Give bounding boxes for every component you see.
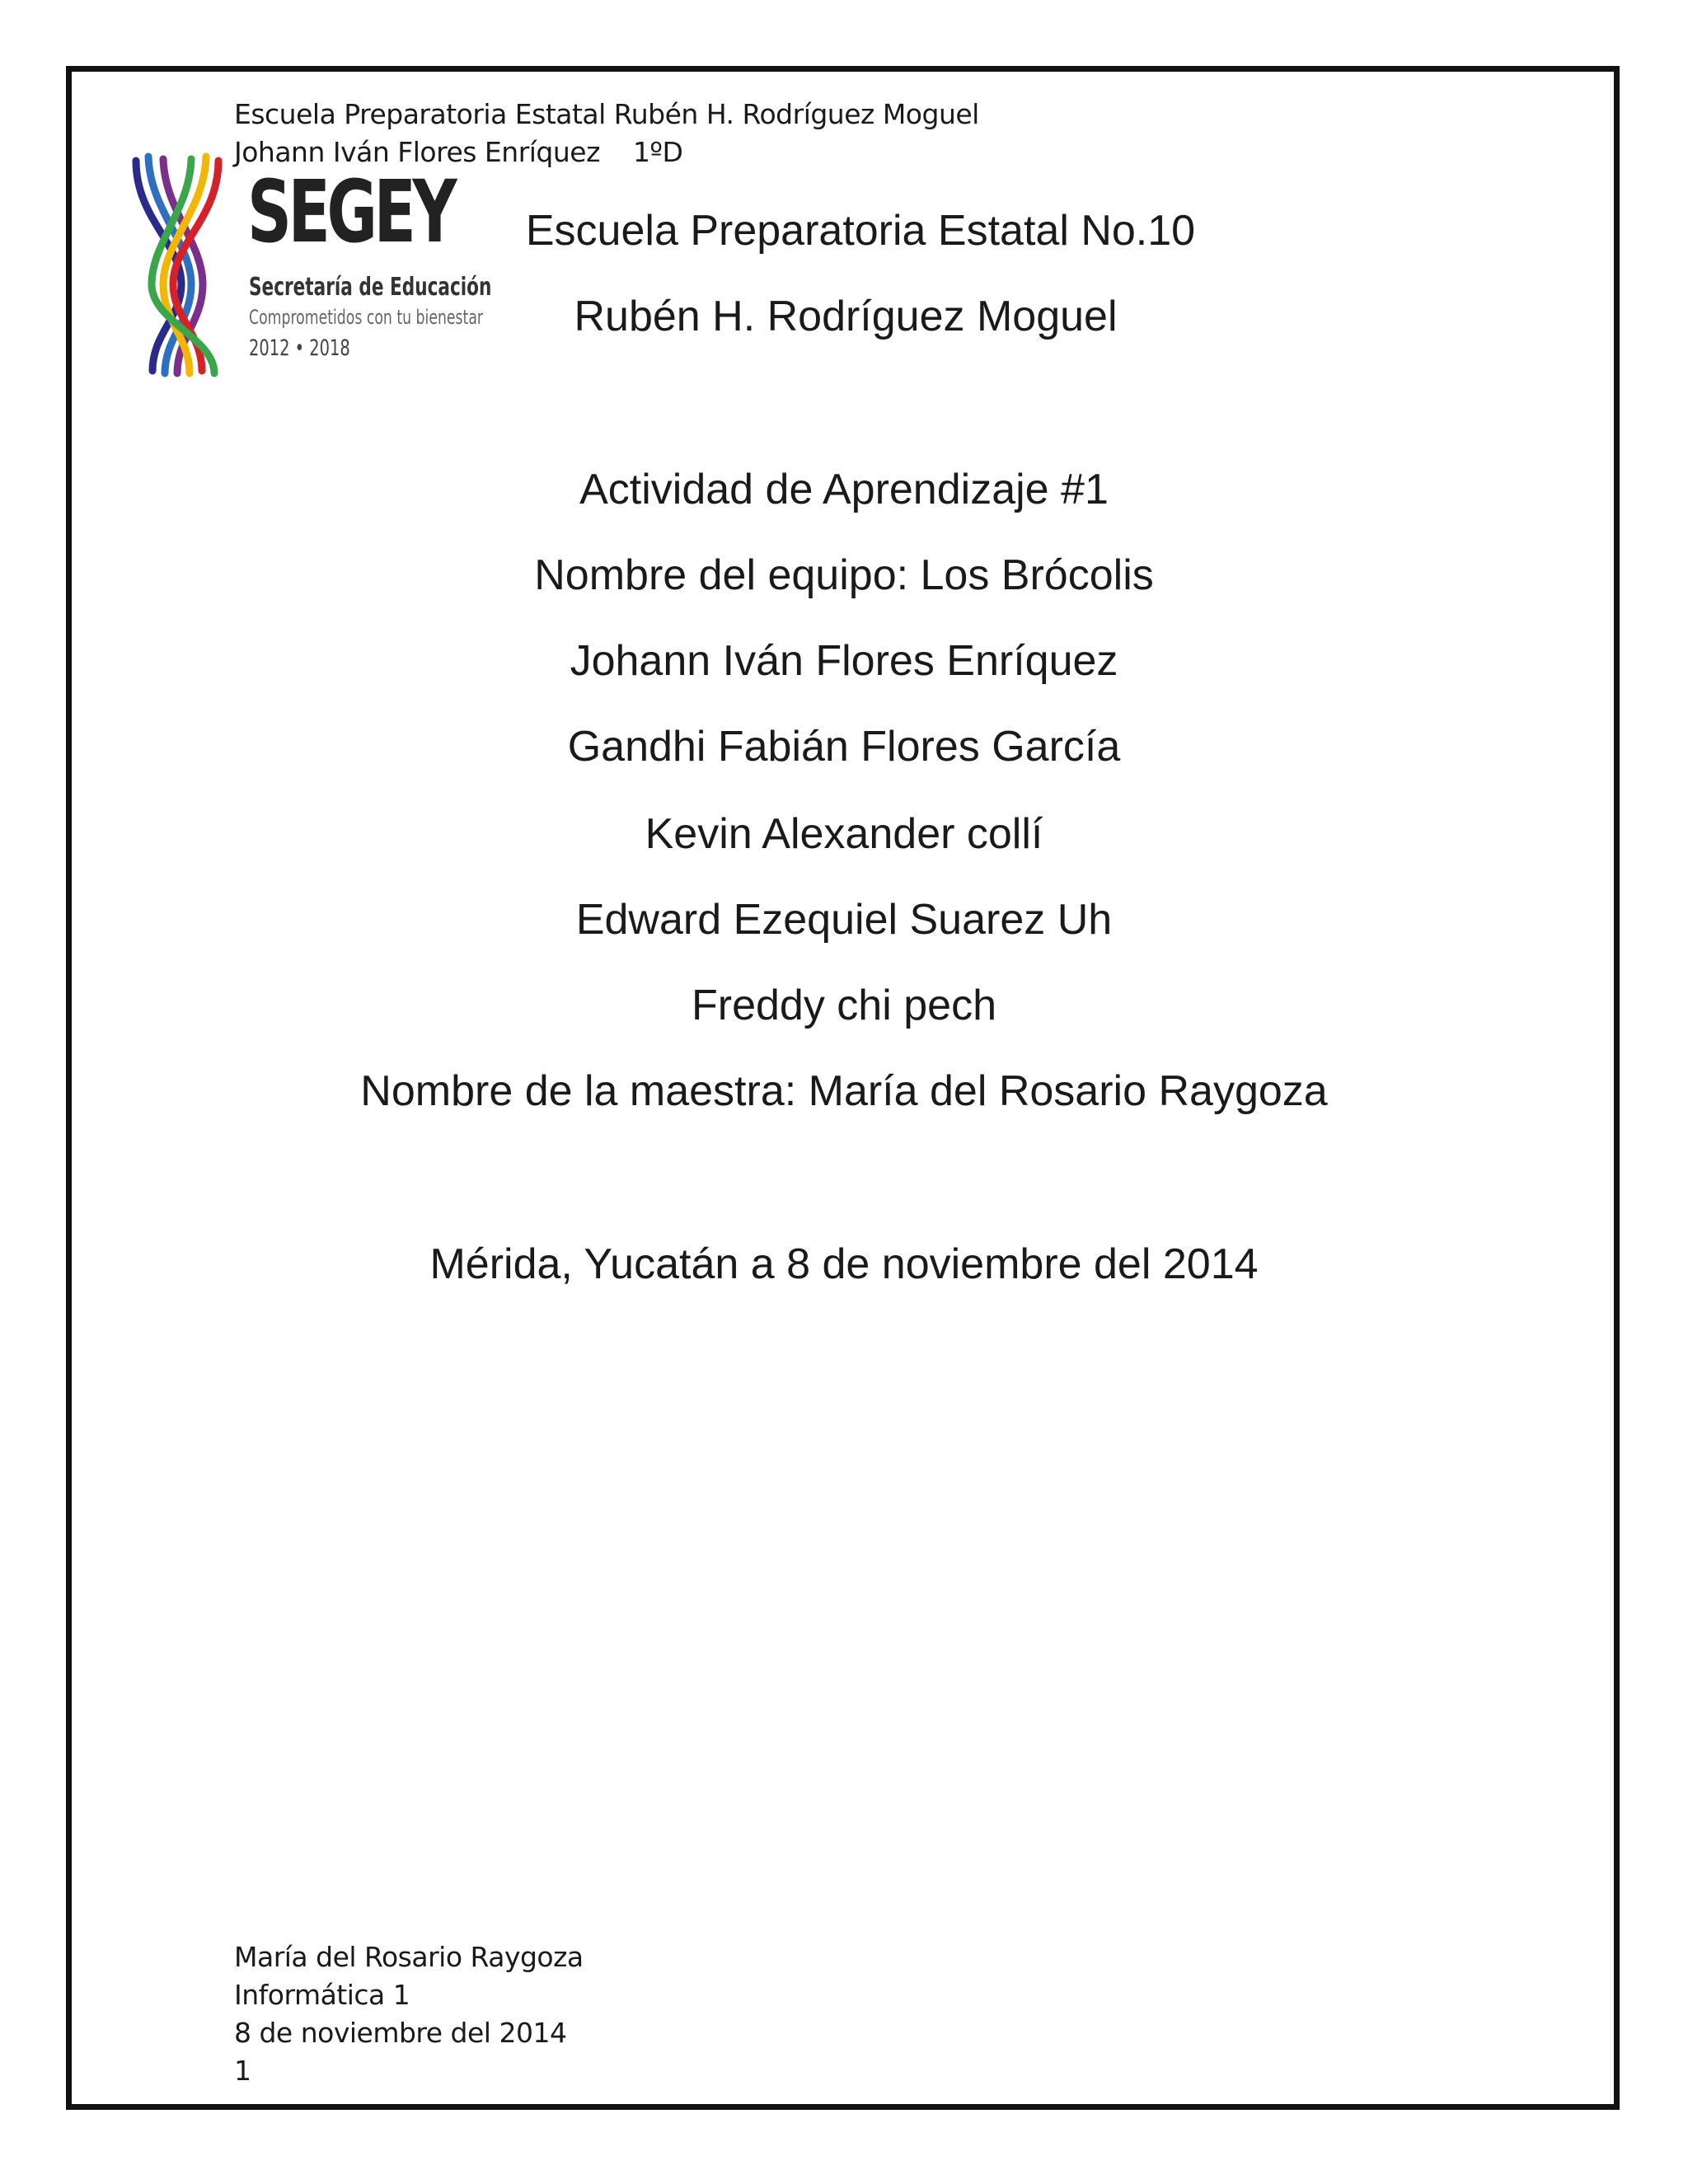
team-member: Freddy chi pech <box>692 982 996 1029</box>
footer-teacher: María del Rosario Raygoza <box>234 1941 584 1973</box>
header-group: 1ºD <box>632 136 683 168</box>
header-student-name: Johann Iván Flores Enríquez <box>234 136 600 168</box>
team-member: Gandhi Fabián Flores García <box>567 723 1121 771</box>
title-school-name: Rubén H. Rodríguez Moguel <box>574 293 1118 340</box>
team-name: Nombre del equipo: Los Brócolis <box>534 551 1154 599</box>
segey-logo <box>132 152 492 379</box>
logo-line-2: Comprometidos con tu bienestar <box>249 306 484 329</box>
footer-date: 8 de noviembre del 2014 <box>234 2017 567 2049</box>
title-school: Escuela Preparatoria Estatal No.10 <box>525 207 1196 255</box>
logo-line-3: 2012 • 2018 <box>249 335 350 361</box>
logo-wordmark: SEGEY <box>247 162 454 262</box>
logo-line-1: Secretaría de Educación <box>249 273 492 302</box>
page-footer <box>234 1938 584 2090</box>
footer-page-number: 1 <box>234 2055 251 2087</box>
place-date: Mérida, Yucatán a 8 de noviembre del 2014 <box>429 1240 1259 1288</box>
team-member: Kevin Alexander collí <box>645 810 1043 858</box>
footer-subject: Informática 1 <box>234 1979 410 2011</box>
header-school-line: Escuela Preparatoria Estatal Rubén H. Rodríguez Moguel <box>234 98 979 130</box>
teacher-name: Nombre de la maestra: María del Rosario Raygoza <box>360 1067 1328 1115</box>
segey-ribbon-icon <box>132 152 223 379</box>
team-member: Johann Iván Flores Enríquez <box>570 637 1118 685</box>
team-member: Edward Ezequiel Suarez Uh <box>575 896 1113 944</box>
activity-title: Actividad de Aprendizaje #1 <box>579 466 1109 513</box>
